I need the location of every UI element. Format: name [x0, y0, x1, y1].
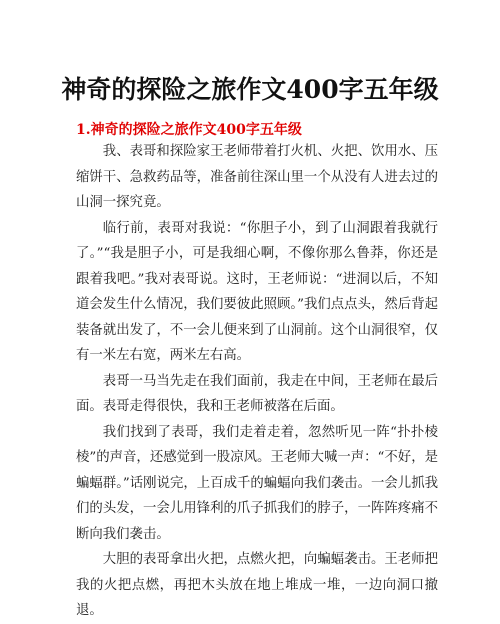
paragraph: 我们找到了表哥，我们走着走着，忽然听见一阵“扑扑棱棱”的声音，还感觉到一股凉风。王老师大喊一声：“不好，是蝙蝠群。”话刚说完，上百成千的蝙蝠向我们袭击。一会儿抓我们的头发，一会儿用锋利的爪子抓我们的脖子，一阵阵疼痛不断向我们袭击。: [76, 424, 438, 542]
document-title: 神奇的探险之旅作文400字五年级: [61, 75, 439, 104]
paragraph: 表哥一马当先走在我们面前，我走在中间，王老师在最后面。表哥走得很快，我和王老师被落在后面。: [76, 373, 438, 414]
paragraph: 大胆的表哥拿出火把，点燃火把，向蝙蝠袭击。王老师把我的火把点燃，再把木头放在地上堆成一堆，一边向洞口撤退。: [76, 552, 438, 618]
paragraph: 临行前，表哥对我说：“你胆子小，到了山洞跟着我就行了。”“我是胆子小，可是我细心啊，不像你那么鲁莽，你还是跟着我吧。”我对表哥说。这时，王老师说：“进洞以后，不知道会发生什么情况，我们要彼此照顾。”我们点点头，然后背起装备就出发了，不一会儿便来到了山洞前。这个山洞很窄，仅有一米左右宽，两米左右高。: [76, 220, 438, 363]
article-body: [76, 139, 438, 624]
section-heading: 1.神奇的探险之旅作文400字五年级: [76, 122, 302, 138]
paragraph: 我、表哥和探险家王老师带着打火机、火把、饮用水、压缩饼干、急救药品等，准备前往深山里一个从没有人进去过的山洞一探究竟。: [76, 144, 438, 210]
